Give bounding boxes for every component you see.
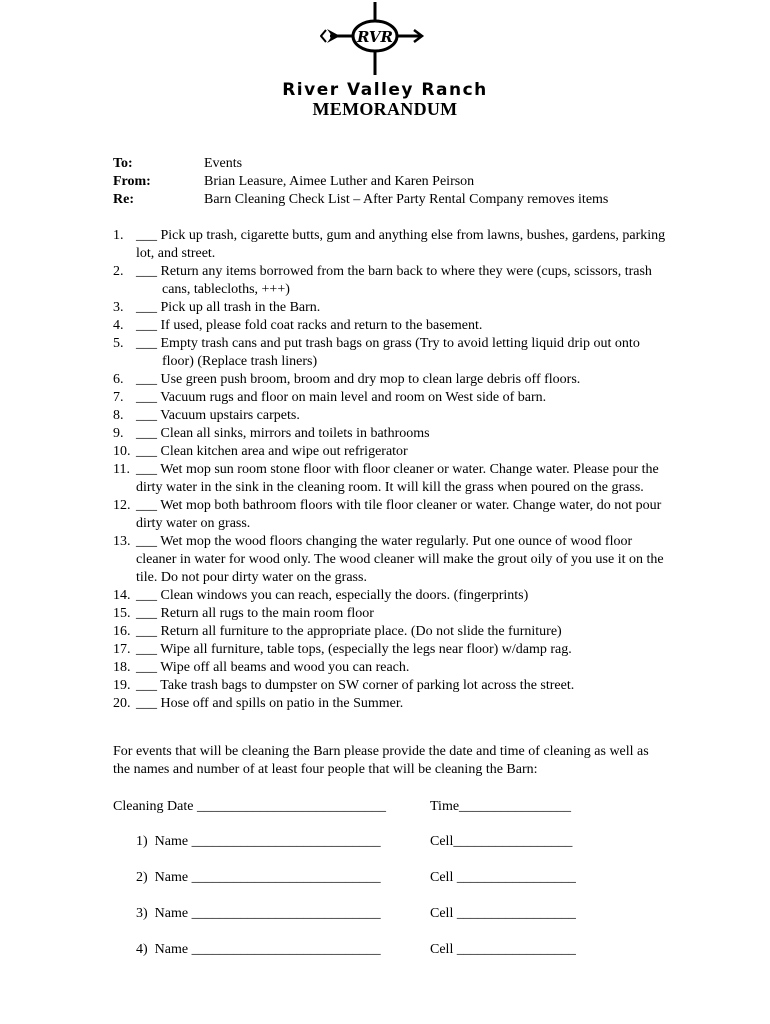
item-text: ___ Return all furniture to the appropriate place. (Do not slide the furniture) bbox=[136, 624, 562, 639]
checklist-item bbox=[113, 407, 673, 425]
person-name-field[interactable]: 4) Name ___________________________ bbox=[136, 942, 381, 957]
checklist-item bbox=[113, 425, 673, 443]
item-text: ___ Pick up trash, cigarette butts, gum and anything else from lawns, bushes, gardens, parking lot, and street. bbox=[136, 228, 666, 261]
person-cell-field[interactable]: Cell _________________ bbox=[430, 942, 576, 957]
item-number: 5. bbox=[113, 336, 124, 351]
from-value: Brian Leasure, Aimee Luther and Karen Peirson bbox=[204, 174, 475, 189]
cleaning-date-field[interactable]: Cleaning Date ___________________________ bbox=[113, 799, 386, 814]
checklist-item bbox=[113, 641, 673, 659]
item-text: ___ Vacuum rugs and floor on main level and room on West side of barn. bbox=[136, 390, 547, 405]
item-text: ___ Wet mop both bathroom floors with tile floor cleaner or water. Change water, do not pour dirty water on grass. bbox=[136, 498, 662, 531]
checklist-item bbox=[113, 587, 673, 605]
item-text: ___ Return all rugs to the main room floor bbox=[136, 606, 374, 621]
item-text: ___ Empty trash cans and put trash bags on grass (Try to avoid letting liquid drip out onto floor) (Replace trash liners) bbox=[136, 336, 640, 369]
checklist-item bbox=[113, 659, 673, 677]
checklist-item bbox=[113, 533, 673, 587]
item-text: ___ Vacuum upstairs carpets. bbox=[136, 408, 300, 423]
checklist-item bbox=[113, 623, 673, 641]
item-number: 11. bbox=[113, 462, 130, 477]
checklist-item bbox=[113, 443, 673, 461]
item-text: ___ Take trash bags to dumpster on SW corner of parking lot across the street. bbox=[136, 678, 575, 693]
logo-monogram: RVR bbox=[356, 28, 394, 46]
checklist-item bbox=[113, 263, 673, 299]
item-text: ___ Wet mop sun room stone floor with floor cleaner or water. Change water. Please pour the dirty water in the sink in the cleaning room. It will kill the grass when poured on the grass. bbox=[136, 462, 659, 495]
checklist-item bbox=[113, 461, 673, 497]
re-label: Re: bbox=[113, 192, 134, 207]
memo-to-row bbox=[113, 155, 608, 173]
item-number: 16. bbox=[113, 624, 131, 639]
person-cell-field[interactable]: Cell _________________ bbox=[430, 870, 576, 885]
checklist-item bbox=[113, 335, 673, 371]
item-text: ___ Clean kitchen area and wipe out refrigerator bbox=[136, 444, 408, 459]
item-number: 19. bbox=[113, 678, 131, 693]
item-text: ___ If used, please fold coat racks and return to the basement. bbox=[136, 318, 483, 333]
item-text: ___ Wet mop the wood floors changing the water regularly. Put one ounce of wood floor cleaner in water for wood only. The wood cleaner will make the grout oily of you use it on the tile. Do not pour dirty water on the grass. bbox=[136, 534, 664, 585]
checklist-item bbox=[113, 389, 673, 407]
item-text: ___ Wipe all furniture, table tops, (especially the legs near floor) w/damp rag. bbox=[136, 642, 572, 657]
item-number: 12. bbox=[113, 498, 131, 513]
checklist-item bbox=[113, 227, 673, 263]
checklist-item bbox=[113, 695, 673, 713]
to-value: Events bbox=[204, 156, 243, 171]
to-label: To: bbox=[113, 156, 133, 171]
memo-from-row bbox=[113, 173, 608, 191]
checklist-item bbox=[113, 677, 673, 695]
person-cell-field[interactable]: Cell_________________ bbox=[430, 834, 573, 849]
item-number: 2. bbox=[113, 264, 124, 279]
item-text: ___ Clean windows you can reach, especially the doors. (fingerprints) bbox=[136, 588, 529, 603]
person-name-field[interactable]: 2) Name ___________________________ bbox=[136, 870, 381, 885]
item-number: 1. bbox=[113, 228, 124, 243]
memo-re-row bbox=[113, 191, 608, 209]
checklist-item bbox=[113, 371, 673, 389]
checklist-item bbox=[113, 497, 673, 533]
item-number: 10. bbox=[113, 444, 131, 459]
item-text: ___ Wipe off all beams and wood you can reach. bbox=[136, 660, 410, 675]
item-number: 18. bbox=[113, 660, 131, 675]
item-number: 9. bbox=[113, 426, 124, 441]
ranch-name: River Valley Ranch bbox=[282, 80, 488, 100]
item-number: 8. bbox=[113, 408, 124, 423]
item-text: ___ Hose off and spills on patio in the Summer. bbox=[136, 696, 404, 711]
from-label: From: bbox=[113, 174, 151, 189]
ranch-logo bbox=[320, 2, 430, 78]
item-number: 20. bbox=[113, 696, 131, 711]
item-number: 13. bbox=[113, 534, 131, 549]
person-cell-field[interactable]: Cell _________________ bbox=[430, 906, 576, 921]
item-number: 3. bbox=[113, 300, 124, 315]
instructions-paragraph: For events that will be cleaning the Barn please provide the date and time of cleaning as well as the names and number of at least four people that will be cleaning the Barn: bbox=[113, 744, 649, 777]
item-number: 17. bbox=[113, 642, 131, 657]
checklist-item bbox=[113, 299, 673, 317]
person-name-field[interactable]: 3) Name ___________________________ bbox=[136, 906, 381, 921]
item-text: ___ Return any items borrowed from the barn back to where they were (cups, scissors, trash cans, tablecloths, +++) bbox=[136, 264, 652, 297]
item-number: 14. bbox=[113, 588, 131, 603]
item-number: 7. bbox=[113, 390, 124, 405]
person-name-field[interactable]: 1) Name ___________________________ bbox=[136, 834, 381, 849]
item-number: 6. bbox=[113, 372, 124, 387]
item-text: ___ Use green push broom, broom and dry mop to clean large debris off floors. bbox=[136, 372, 581, 387]
checklist-item bbox=[113, 317, 673, 335]
checklist-item bbox=[113, 605, 673, 623]
item-text: ___ Pick up all trash in the Barn. bbox=[136, 300, 321, 315]
document-title: MEMORANDUM bbox=[312, 99, 458, 119]
memo-header bbox=[113, 155, 608, 209]
re-value: Barn Cleaning Check List – After Party Rental Company removes items bbox=[204, 192, 609, 207]
cleaning-checklist bbox=[113, 227, 673, 713]
item-number: 15. bbox=[113, 606, 131, 621]
item-number: 4. bbox=[113, 318, 124, 333]
item-text: ___ Clean all sinks, mirrors and toilets in bathrooms bbox=[136, 426, 430, 441]
cleaning-time-field[interactable]: Time________________ bbox=[430, 799, 572, 814]
